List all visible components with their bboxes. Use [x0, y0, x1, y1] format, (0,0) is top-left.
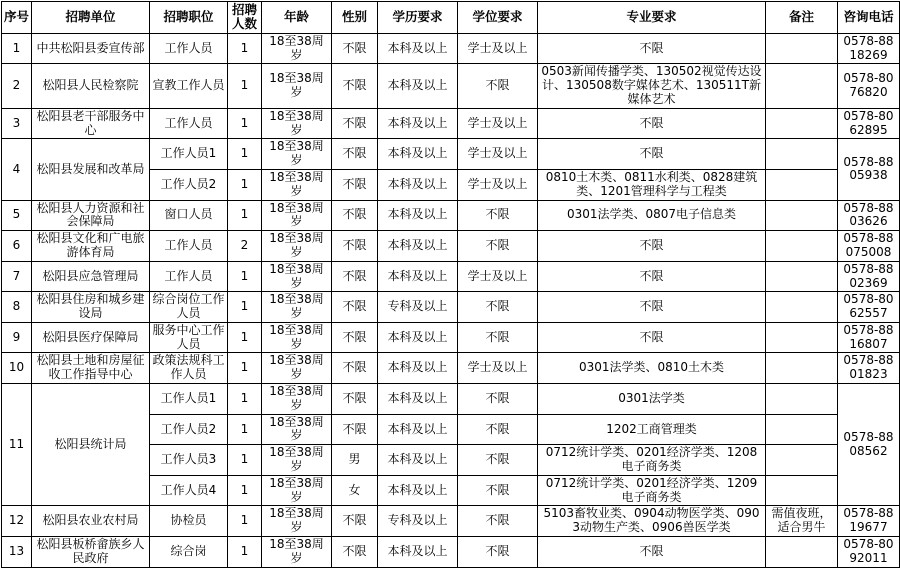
cell-age: 18至38周岁 [262, 506, 332, 537]
cell-education: 本科及以上 [378, 231, 458, 262]
cell-telephone: 0578-8805938 [838, 139, 900, 200]
cell-education: 本科及以上 [378, 353, 458, 384]
cell-unit: 松阳县统计局 [32, 384, 150, 506]
cell-number: 2 [228, 231, 262, 262]
cell-number: 1 [228, 169, 262, 200]
cell-remark [766, 64, 838, 108]
cell-number: 1 [228, 64, 262, 108]
cell-unit: 松阳县老干部服务中心 [32, 108, 150, 139]
cell-age: 18至38周岁 [262, 64, 332, 108]
cell-major: 不限 [538, 292, 766, 323]
cell-unit: 松阳县文化和广电旅游体育局 [32, 231, 150, 262]
cell-seq: 9 [2, 322, 32, 353]
cell-number: 1 [228, 353, 262, 384]
header-number-line2: 人数 [231, 16, 257, 32]
cell-sex: 不限 [332, 231, 378, 262]
cell-education: 本科及以上 [378, 537, 458, 568]
cell-education: 专科及以上 [378, 292, 458, 323]
cell-telephone: 0578-8803626 [838, 200, 900, 231]
cell-post: 工作人员 [150, 231, 228, 262]
cell-age: 18至38周岁 [262, 445, 332, 476]
cell-age: 18至38周岁 [262, 292, 332, 323]
header-number-line1: 招聘 [231, 2, 257, 17]
cell-age: 18至38周岁 [262, 384, 332, 415]
cell-major: 不限 [538, 322, 766, 353]
cell-seq: 2 [2, 64, 32, 108]
cell-age: 18至38周岁 [262, 261, 332, 292]
cell-telephone: 0578-8816807 [838, 322, 900, 353]
cell-seq: 10 [2, 353, 32, 384]
cell-education: 专科及以上 [378, 506, 458, 537]
cell-sex: 不限 [332, 414, 378, 445]
cell-sex: 不限 [332, 384, 378, 415]
cell-age: 18至38周岁 [262, 353, 332, 384]
cell-seq: 5 [2, 200, 32, 231]
cell-sex: 不限 [332, 261, 378, 292]
cell-degree: 不限 [458, 506, 538, 537]
cell-major: 0712统计学类、0201经济学类、1208电子商务类 [538, 445, 766, 476]
cell-remark [766, 231, 838, 262]
header-degree: 学位要求 [458, 2, 538, 34]
cell-post: 工作人员 [150, 261, 228, 292]
cell-age: 18至38周岁 [262, 475, 332, 506]
table-row [2, 261, 900, 292]
cell-major: 1202工商管理类 [538, 414, 766, 445]
cell-major: 不限 [538, 261, 766, 292]
cell-sex: 不限 [332, 353, 378, 384]
cell-remark [766, 200, 838, 231]
table-header-row [2, 2, 900, 34]
cell-remark: 需值夜班，适合男牛 [766, 506, 838, 537]
cell-seq: 1 [2, 33, 32, 64]
cell-education: 本科及以上 [378, 139, 458, 170]
cell-degree: 不限 [458, 414, 538, 445]
cell-remark [766, 445, 838, 476]
cell-number: 1 [228, 322, 262, 353]
cell-seq: 13 [2, 537, 32, 568]
cell-telephone: 0578-8062557 [838, 292, 900, 323]
cell-telephone: 0578-8819677 [838, 506, 900, 537]
header-post: 招聘职位 [150, 2, 228, 34]
cell-remark [766, 139, 838, 170]
cell-post: 工作人员1 [150, 139, 228, 170]
header-telephone: 咨询电话 [838, 2, 900, 34]
cell-major: 0301法学类、0807电子信息类 [538, 200, 766, 231]
cell-education: 本科及以上 [378, 169, 458, 200]
cell-education: 本科及以上 [378, 64, 458, 108]
cell-major: 不限 [538, 231, 766, 262]
table-row [2, 108, 900, 139]
cell-post: 政策法规科工作人员 [150, 353, 228, 384]
cell-degree: 不限 [458, 231, 538, 262]
cell-major: 0301法学类 [538, 384, 766, 415]
cell-seq: 11 [2, 384, 32, 506]
cell-sex: 不限 [332, 322, 378, 353]
cell-unit: 中共松阳县委宣传部 [32, 33, 150, 64]
cell-unit: 松阳县医疗保障局 [32, 322, 150, 353]
cell-degree: 不限 [458, 537, 538, 568]
cell-major: 0301法学类、0810土木类 [538, 353, 766, 384]
cell-telephone: 0578-88075008 [838, 231, 900, 262]
cell-number: 1 [228, 537, 262, 568]
cell-age: 18至38周岁 [262, 33, 332, 64]
cell-degree: 不限 [458, 384, 538, 415]
cell-telephone: 0578-8062895 [838, 108, 900, 139]
table-row [2, 292, 900, 323]
cell-telephone: 0578-8818269 [838, 33, 900, 64]
cell-sex: 不限 [332, 108, 378, 139]
cell-post: 综合岗 [150, 537, 228, 568]
cell-remark [766, 108, 838, 139]
cell-seq: 4 [2, 139, 32, 200]
cell-age: 18至38周岁 [262, 139, 332, 170]
cell-education: 本科及以上 [378, 33, 458, 64]
cell-number: 1 [228, 475, 262, 506]
cell-sex: 不限 [332, 506, 378, 537]
cell-number: 1 [228, 261, 262, 292]
cell-major: 5103畜牧业类、0904动物医学类、0903动物生产类、0906兽医学类 [538, 506, 766, 537]
cell-post: 工作人员2 [150, 169, 228, 200]
cell-unit: 松阳县发展和改革局 [32, 139, 150, 200]
table-row [2, 64, 900, 108]
cell-post: 窗口人员 [150, 200, 228, 231]
cell-number: 1 [228, 108, 262, 139]
cell-post: 工作人员3 [150, 445, 228, 476]
header-education: 学历要求 [378, 2, 458, 34]
cell-degree: 学士及以上 [458, 139, 538, 170]
cell-sex: 男 [332, 445, 378, 476]
cell-remark [766, 322, 838, 353]
cell-major: 不限 [538, 537, 766, 568]
cell-age: 18至38周岁 [262, 231, 332, 262]
cell-sex: 不限 [332, 64, 378, 108]
cell-age: 18至38周岁 [262, 537, 332, 568]
cell-sex: 不限 [332, 169, 378, 200]
cell-number: 1 [228, 33, 262, 64]
cell-number: 1 [228, 506, 262, 537]
cell-post: 宣教工作人员 [150, 64, 228, 108]
table-body [2, 33, 900, 567]
cell-remark [766, 292, 838, 323]
cell-number: 1 [228, 200, 262, 231]
table-row [2, 537, 900, 568]
cell-post: 服务中心工作人员 [150, 322, 228, 353]
header-age: 年龄 [262, 2, 332, 34]
header-major: 专业要求 [538, 2, 766, 34]
cell-major: 0712统计学类、0201经济学类、1209电子商务类 [538, 475, 766, 506]
cell-unit: 松阳县板桥畲族乡人民政府 [32, 537, 150, 568]
cell-remark [766, 475, 838, 506]
header-seq: 序号 [2, 2, 32, 34]
cell-age: 18至38周岁 [262, 169, 332, 200]
cell-major: 0810土木类、0811水利类、0828建筑类、1201管理科学与工程类 [538, 169, 766, 200]
cell-post: 工作人员 [150, 33, 228, 64]
cell-education: 本科及以上 [378, 414, 458, 445]
table-row [2, 139, 900, 170]
cell-degree: 学士及以上 [458, 108, 538, 139]
cell-degree: 不限 [458, 64, 538, 108]
cell-seq: 8 [2, 292, 32, 323]
cell-unit: 松阳县住房和城乡建设局 [32, 292, 150, 323]
cell-number: 1 [228, 139, 262, 170]
header-remark: 备注 [766, 2, 838, 34]
cell-age: 18至38周岁 [262, 200, 332, 231]
table-row [2, 353, 900, 384]
cell-telephone: 0578-8801823 [838, 353, 900, 384]
cell-degree: 不限 [458, 292, 538, 323]
table-row [2, 33, 900, 64]
table-row [2, 231, 900, 262]
cell-degree: 不限 [458, 200, 538, 231]
cell-major: 不限 [538, 139, 766, 170]
cell-remark [766, 537, 838, 568]
header-unit: 招聘单位 [32, 2, 150, 34]
cell-degree: 学士及以上 [458, 169, 538, 200]
cell-major: 不限 [538, 108, 766, 139]
table-row [2, 506, 900, 537]
cell-unit: 松阳县农业农村局 [32, 506, 150, 537]
cell-education: 本科及以上 [378, 475, 458, 506]
table-row [2, 322, 900, 353]
cell-sex: 女 [332, 475, 378, 506]
cell-age: 18至38周岁 [262, 108, 332, 139]
cell-seq: 3 [2, 108, 32, 139]
cell-remark [766, 33, 838, 64]
cell-seq: 12 [2, 506, 32, 537]
cell-post: 综合岗位工作人员 [150, 292, 228, 323]
cell-degree: 学士及以上 [458, 353, 538, 384]
cell-telephone: 0578-8802369 [838, 261, 900, 292]
cell-education: 本科及以上 [378, 200, 458, 231]
cell-age: 18至38周岁 [262, 414, 332, 445]
cell-number: 1 [228, 292, 262, 323]
cell-degree: 学士及以上 [458, 261, 538, 292]
cell-telephone: 0578-8076820 [838, 64, 900, 108]
cell-post: 工作人员2 [150, 414, 228, 445]
cell-education: 本科及以上 [378, 322, 458, 353]
cell-remark [766, 414, 838, 445]
cell-sex: 不限 [332, 292, 378, 323]
cell-education: 本科及以上 [378, 384, 458, 415]
cell-post: 工作人员1 [150, 384, 228, 415]
cell-seq: 7 [2, 261, 32, 292]
cell-sex: 不限 [332, 537, 378, 568]
cell-degree: 不限 [458, 445, 538, 476]
table-row [2, 384, 900, 415]
cell-number: 1 [228, 414, 262, 445]
cell-remark [766, 169, 838, 200]
header-sex: 性别 [332, 2, 378, 34]
cell-education: 本科及以上 [378, 445, 458, 476]
cell-unit: 松阳县土地和房屋征收工作指导中心 [32, 353, 150, 384]
cell-major: 0503新闻传播学类、130502视觉传达设计、130508数字媒体艺术、130511T新媒体艺术 [538, 64, 766, 108]
cell-post: 协检员 [150, 506, 228, 537]
cell-unit: 松阳县人力资源和社会保障局 [32, 200, 150, 231]
cell-degree: 不限 [458, 322, 538, 353]
cell-education: 本科及以上 [378, 261, 458, 292]
cell-unit: 松阳县人民检察院 [32, 64, 150, 108]
cell-post: 工作人员4 [150, 475, 228, 506]
cell-sex: 不限 [332, 200, 378, 231]
cell-education: 本科及以上 [378, 108, 458, 139]
cell-telephone: 0578-8808562 [838, 384, 900, 506]
cell-telephone: 0578-8092011 [838, 537, 900, 568]
cell-number: 1 [228, 384, 262, 415]
table-row [2, 200, 900, 231]
cell-degree: 不限 [458, 475, 538, 506]
cell-post: 工作人员 [150, 108, 228, 139]
cell-major: 不限 [538, 33, 766, 64]
cell-unit: 松阳县应急管理局 [32, 261, 150, 292]
cell-age: 18至38周岁 [262, 322, 332, 353]
cell-remark [766, 353, 838, 384]
header-number [228, 2, 262, 34]
cell-number: 1 [228, 445, 262, 476]
cell-degree: 学士及以上 [458, 33, 538, 64]
cell-seq: 6 [2, 231, 32, 262]
cell-remark [766, 261, 838, 292]
cell-sex: 不限 [332, 33, 378, 64]
cell-remark [766, 384, 838, 415]
cell-sex: 不限 [332, 139, 378, 170]
recruitment-table [1, 1, 900, 568]
